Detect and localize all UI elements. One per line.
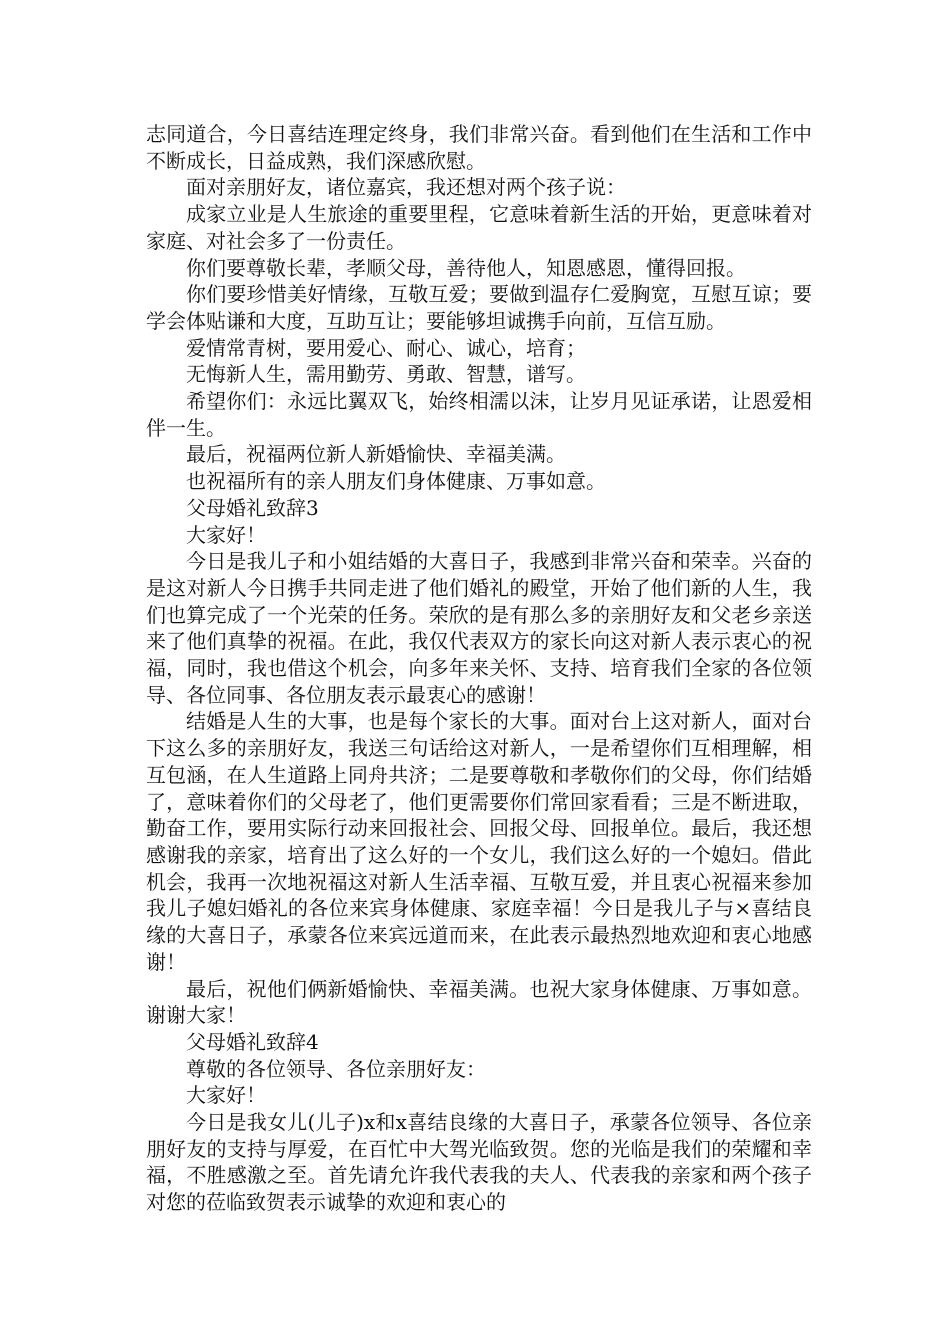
- paragraph: 也祝福所有的亲人朋友们身体健康、万事如意。: [186, 469, 606, 494]
- paragraph: 志同道合，今日喜结连理定终身，我们非常兴奋。看到他们在生活和工作中不断成长，日益成熟，我们深感欣慰。: [146, 122, 812, 173]
- paragraph: 无悔新人生，需用勤劳、勇敢、智慧，谱写。: [186, 362, 586, 387]
- paragraph: 最后，祝福两位新人新婚愉快、幸福美满。: [186, 442, 566, 467]
- paragraph: 今日是我儿子和小姐结婚的大喜日子，我感到非常兴奋和荣幸。兴奋的是这对新人今日携手共同走进了他们婚礼的殿堂，开始了他们新的人生，我们也算完成了一个光荣的任务。荣欣的是有那么多的亲朋好友和父老乡亲送来了他们真挚的祝福。在此，我仅代表双方的家长向这对新人表示衷心的祝福，同时，我也借这个机会，向多年来关怀、支持、培育我们全家的各位领导、各位同事、各位朋友表示最衷心的感谢！: [146, 549, 812, 707]
- paragraph: 大家好！: [186, 1083, 266, 1108]
- paragraph: 成家立业是人生旅途的重要里程，它意味着新生活的开始，更意味着对家庭、对社会多了一份责任。: [146, 202, 812, 253]
- paragraph: 爱情常青树，要用爱心、耐心、诚心，培育；: [186, 335, 586, 360]
- paragraph: 尊敬的各位领导、各位亲朋好友：: [186, 1056, 486, 1081]
- paragraph: 你们要尊敬长辈，孝顺父母，善待他人，知恩感恩，懂得回报。: [186, 255, 746, 280]
- paragraph: 你们要珍惜美好情缘，互敬互爱；要做到温存仁爱胸宽，互慰互谅；要学会体贴谦和大度，互助互让；要能够坦诚携手向前，互信互励。: [146, 282, 812, 333]
- section-heading: 父母婚礼致辞4: [186, 1029, 319, 1054]
- paragraph: 最后，祝他们俩新婚愉快、幸福美满。也祝大家身体健康、万事如意。谢谢大家！: [146, 976, 812, 1028]
- paragraph: 今日是我女儿(儿子)x和x喜结良缘的大喜日子，承蒙各位领导、各位亲朋好友的支持与厚爱，在百忙中大驾光临致贺。您的光临是我们的荣耀和幸福，不胜感激之至。首先请允许我代表我的夫人、代表我的亲家和两个孩子对您的莅临致贺表示诚挚的欢迎和衷心的: [146, 1110, 812, 1215]
- paragraph: 面对亲朋好友，诸位嘉宾，我还想对两个孩子说：: [186, 175, 626, 200]
- document-body: [146, 121, 812, 1216]
- paragraph: 结婚是人生的大事，也是每个家长的大事。面对台上这对新人，面对台下这么多的亲朋好友，我送三句话给这对新人，一是希望你们互相理解，相互包涵，在人生道路上同舟共济；二是要尊敬和孝敬你们的父母，你们结婚了，意味着你们的父母老了，他们更需要你们常回家看看；三是不断进取，勤奋工作，要用实际行动来回报社会、回报父母、回报单位。最后，我还想感谢我的亲家，培育出了这么好的一个女儿，我们这么好的一个媳妇。借此机会，我再一次地祝福这对新人生活幸福、互敬互爱，并且衷心祝福来参加我儿子媳妇婚礼的各位来宾身体健康、家庭幸福！今日是我儿子与×喜结良缘的大喜日子，承蒙各位来宾远道而来，在此表示最热烈地欢迎和衷心地感谢！: [146, 709, 812, 974]
- paragraph: 希望你们：永远比翼双飞，始终相濡以沫，让岁月见证承诺，让恩爱相伴一生。: [146, 389, 812, 440]
- section-heading: 父母婚礼致辞3: [186, 495, 319, 520]
- paragraph: 大家好！: [186, 522, 266, 547]
